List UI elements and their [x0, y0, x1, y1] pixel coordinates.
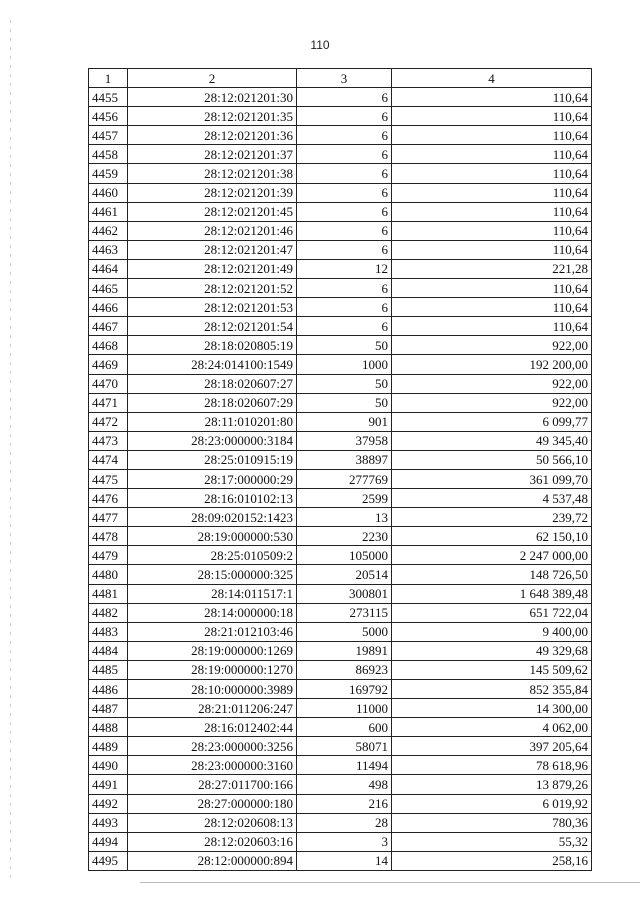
row-number-cell: 4466: [89, 298, 128, 317]
amount-cell: 110,64: [392, 88, 592, 107]
cadastral-number-cell: 28:19:000000:1269: [128, 641, 297, 660]
amount-cell: 49 345,40: [392, 431, 592, 450]
cadastral-number-cell: 28:12:021201:38: [128, 164, 297, 183]
area-cell: 50: [297, 393, 392, 412]
area-cell: 37958: [297, 431, 392, 450]
scan-margin-artifact: [10, 20, 11, 880]
table-row: [89, 298, 592, 317]
area-cell: 901: [297, 412, 392, 431]
row-number-cell: 4477: [89, 508, 128, 527]
area-cell: 3: [297, 832, 392, 851]
amount-cell: 110,64: [392, 202, 592, 221]
cadastral-number-cell: 28:10:000000:3989: [128, 680, 297, 699]
table-row: [89, 660, 592, 679]
table-row: [89, 88, 592, 107]
area-cell: 6: [297, 240, 392, 259]
table-row: [89, 489, 592, 508]
amount-cell: 110,64: [392, 240, 592, 259]
amount-cell: 397 205,64: [392, 737, 592, 756]
column-header-1: 1: [89, 69, 128, 88]
area-cell: 6: [297, 317, 392, 336]
area-cell: 216: [297, 794, 392, 813]
amount-cell: 221,28: [392, 259, 592, 278]
area-cell: 14: [297, 851, 392, 870]
amount-cell: 110,64: [392, 298, 592, 317]
row-number-cell: 4457: [89, 126, 128, 145]
cadastral-number-cell: 28:12:021201:53: [128, 298, 297, 317]
area-cell: 2230: [297, 527, 392, 546]
row-number-cell: 4487: [89, 699, 128, 718]
area-cell: 6: [297, 88, 392, 107]
row-number-cell: 4462: [89, 221, 128, 240]
area-cell: 11494: [297, 756, 392, 775]
table-row: [89, 221, 592, 240]
table-row: [89, 794, 592, 813]
table-row: [89, 450, 592, 469]
cadastral-number-cell: 28:12:000000:894: [128, 851, 297, 870]
area-cell: 169792: [297, 680, 392, 699]
row-number-cell: 4471: [89, 393, 128, 412]
cadastral-number-cell: 28:12:021201:52: [128, 279, 297, 298]
table-body: [89, 88, 592, 871]
table-row: [89, 603, 592, 622]
column-header-4: 4: [392, 69, 592, 88]
table-row: [89, 279, 592, 298]
area-cell: 20514: [297, 565, 392, 584]
amount-cell: 258,16: [392, 851, 592, 870]
table-row: [89, 164, 592, 183]
amount-cell: 50 566,10: [392, 450, 592, 469]
area-cell: 600: [297, 718, 392, 737]
table-row: [89, 737, 592, 756]
cadastral-number-cell: 28:17:000000:29: [128, 469, 297, 488]
cadastral-number-cell: 28:12:021201:37: [128, 145, 297, 164]
row-number-cell: 4467: [89, 317, 128, 336]
row-number-cell: 4482: [89, 603, 128, 622]
amount-cell: 110,64: [392, 107, 592, 126]
area-cell: 58071: [297, 737, 392, 756]
row-number-cell: 4486: [89, 680, 128, 699]
cadastral-number-cell: 28:12:021201:45: [128, 202, 297, 221]
row-number-cell: 4488: [89, 718, 128, 737]
row-number-cell: 4460: [89, 183, 128, 202]
area-cell: 5000: [297, 622, 392, 641]
row-number-cell: 4473: [89, 431, 128, 450]
table-row: [89, 508, 592, 527]
row-number-cell: 4461: [89, 202, 128, 221]
amount-cell: 110,64: [392, 221, 592, 240]
amount-cell: 78 618,96: [392, 756, 592, 775]
amount-cell: 192 200,00: [392, 355, 592, 374]
table-row: [89, 336, 592, 355]
area-cell: 498: [297, 775, 392, 794]
area-cell: 300801: [297, 584, 392, 603]
table-row: [89, 775, 592, 794]
area-cell: 38897: [297, 450, 392, 469]
cadastral-number-cell: 28:27:011700:166: [128, 775, 297, 794]
amount-cell: 922,00: [392, 393, 592, 412]
cadastral-number-cell: 28:21:011206:247: [128, 699, 297, 718]
row-number-cell: 4469: [89, 355, 128, 374]
cadastral-number-cell: 28:12:020608:13: [128, 813, 297, 832]
area-cell: 105000: [297, 546, 392, 565]
area-cell: 86923: [297, 660, 392, 679]
cadastral-number-cell: 28:19:000000:1270: [128, 660, 297, 679]
area-cell: 6: [297, 164, 392, 183]
row-number-cell: 4476: [89, 489, 128, 508]
cadastral-number-cell: 28:18:020607:29: [128, 393, 297, 412]
cadastral-number-cell: 28:18:020805:19: [128, 336, 297, 355]
row-number-cell: 4459: [89, 164, 128, 183]
cadastral-number-cell: 28:18:020607:27: [128, 374, 297, 393]
cadastral-number-cell: 28:14:000000:18: [128, 603, 297, 622]
row-number-cell: 4483: [89, 622, 128, 641]
area-cell: 6: [297, 107, 392, 126]
table-row: [89, 699, 592, 718]
amount-cell: 9 400,00: [392, 622, 592, 641]
table-row: [89, 813, 592, 832]
registry-table: [88, 68, 592, 871]
amount-cell: 14 300,00: [392, 699, 592, 718]
cadastral-number-cell: 28:16:010102:13: [128, 489, 297, 508]
cadastral-number-cell: 28:23:000000:3184: [128, 431, 297, 450]
row-number-cell: 4494: [89, 832, 128, 851]
table-row: [89, 183, 592, 202]
amount-cell: 651 722,04: [392, 603, 592, 622]
table-row: [89, 355, 592, 374]
cadastral-number-cell: 28:27:000000:180: [128, 794, 297, 813]
amount-cell: 49 329,68: [392, 641, 592, 660]
row-number-cell: 4463: [89, 240, 128, 259]
table-row: [89, 202, 592, 221]
area-cell: 50: [297, 336, 392, 355]
amount-cell: 110,64: [392, 126, 592, 145]
row-number-cell: 4490: [89, 756, 128, 775]
cadastral-number-cell: 28:12:021201:35: [128, 107, 297, 126]
column-header-3: 3: [297, 69, 392, 88]
row-number-cell: 4479: [89, 546, 128, 565]
row-number-cell: 4465: [89, 279, 128, 298]
table-row: [89, 431, 592, 450]
amount-cell: 1 648 389,48: [392, 584, 592, 603]
amount-cell: 110,64: [392, 317, 592, 336]
amount-cell: 6 099,77: [392, 412, 592, 431]
row-number-cell: 4458: [89, 145, 128, 164]
page-number: 110: [310, 38, 330, 52]
cadastral-number-cell: 28:15:000000:325: [128, 565, 297, 584]
table-row: [89, 240, 592, 259]
cadastral-number-cell: 28:16:012402:44: [128, 718, 297, 737]
area-cell: 19891: [297, 641, 392, 660]
column-header-2: 2: [128, 69, 297, 88]
table-row: [89, 393, 592, 412]
cadastral-number-cell: 28:09:020152:1423: [128, 508, 297, 527]
table-row: [89, 756, 592, 775]
amount-cell: 852 355,84: [392, 680, 592, 699]
cadastral-number-cell: 28:23:000000:3160: [128, 756, 297, 775]
row-number-cell: 4478: [89, 527, 128, 546]
amount-cell: 110,64: [392, 145, 592, 164]
table-row: [89, 317, 592, 336]
row-number-cell: 4484: [89, 641, 128, 660]
cadastral-number-cell: 28:12:021201:30: [128, 88, 297, 107]
amount-cell: 145 509,62: [392, 660, 592, 679]
area-cell: 6: [297, 298, 392, 317]
area-cell: 6: [297, 202, 392, 221]
cadastral-number-cell: 28:25:010509:2: [128, 546, 297, 565]
area-cell: 6: [297, 183, 392, 202]
cadastral-number-cell: 28:19:000000:530: [128, 527, 297, 546]
table-row: [89, 565, 592, 584]
row-number-cell: 4489: [89, 737, 128, 756]
amount-cell: 780,36: [392, 813, 592, 832]
amount-cell: 110,64: [392, 279, 592, 298]
row-number-cell: 4470: [89, 374, 128, 393]
cadastral-number-cell: 28:12:021201:54: [128, 317, 297, 336]
amount-cell: 148 726,50: [392, 565, 592, 584]
table-row: [89, 622, 592, 641]
cadastral-number-cell: 28:21:012103:46: [128, 622, 297, 641]
table-row: [89, 259, 592, 278]
row-number-cell: 4474: [89, 450, 128, 469]
table-row: [89, 851, 592, 870]
cadastral-number-cell: 28:11:010201:80: [128, 412, 297, 431]
amount-cell: 361 099,70: [392, 469, 592, 488]
cadastral-number-cell: 28:12:021201:36: [128, 126, 297, 145]
table-row: [89, 832, 592, 851]
table-header: [89, 69, 592, 88]
table-row: [89, 680, 592, 699]
table-row: [89, 469, 592, 488]
row-number-cell: 4455: [89, 88, 128, 107]
table-row: [89, 412, 592, 431]
row-number-cell: 4464: [89, 259, 128, 278]
area-cell: 6: [297, 145, 392, 164]
amount-cell: 2 247 000,00: [392, 546, 592, 565]
area-cell: 6: [297, 221, 392, 240]
amount-cell: 922,00: [392, 336, 592, 355]
area-cell: 1000: [297, 355, 392, 374]
row-number-cell: 4456: [89, 107, 128, 126]
cadastral-number-cell: 28:25:010915:19: [128, 450, 297, 469]
cadastral-number-cell: 28:12:021201:49: [128, 259, 297, 278]
row-number-cell: 4495: [89, 851, 128, 870]
amount-cell: 239,72: [392, 508, 592, 527]
row-number-cell: 4468: [89, 336, 128, 355]
amount-cell: 110,64: [392, 164, 592, 183]
row-number-cell: 4481: [89, 584, 128, 603]
area-cell: 28: [297, 813, 392, 832]
area-cell: 273115: [297, 603, 392, 622]
table-row: [89, 374, 592, 393]
table-row: [89, 641, 592, 660]
amount-cell: 62 150,10: [392, 527, 592, 546]
header-row: [89, 69, 592, 88]
amount-cell: 6 019,92: [392, 794, 592, 813]
bottom-scan-line: [140, 882, 640, 883]
area-cell: 11000: [297, 699, 392, 718]
amount-cell: 55,32: [392, 832, 592, 851]
area-cell: 277769: [297, 469, 392, 488]
cadastral-number-cell: 28:12:021201:46: [128, 221, 297, 240]
cadastral-number-cell: 28:14:011517:1: [128, 584, 297, 603]
cadastral-number-cell: 28:12:021201:47: [128, 240, 297, 259]
row-number-cell: 4472: [89, 412, 128, 431]
amount-cell: 4 537,48: [392, 489, 592, 508]
area-cell: 13: [297, 508, 392, 527]
table-row: [89, 107, 592, 126]
row-number-cell: 4485: [89, 660, 128, 679]
cadastral-number-cell: 28:12:021201:39: [128, 183, 297, 202]
area-cell: 2599: [297, 489, 392, 508]
table-row: [89, 584, 592, 603]
row-number-cell: 4493: [89, 813, 128, 832]
cadastral-number-cell: 28:12:020603:16: [128, 832, 297, 851]
table-row: [89, 718, 592, 737]
table-row: [89, 527, 592, 546]
table-row: [89, 126, 592, 145]
cadastral-number-cell: 28:23:000000:3256: [128, 737, 297, 756]
area-cell: 6: [297, 126, 392, 145]
row-number-cell: 4491: [89, 775, 128, 794]
amount-cell: 922,00: [392, 374, 592, 393]
area-cell: 6: [297, 279, 392, 298]
row-number-cell: 4492: [89, 794, 128, 813]
row-number-cell: 4475: [89, 469, 128, 488]
area-cell: 12: [297, 259, 392, 278]
table-row: [89, 145, 592, 164]
amount-cell: 13 879,26: [392, 775, 592, 794]
row-number-cell: 4480: [89, 565, 128, 584]
amount-cell: 110,64: [392, 183, 592, 202]
table-row: [89, 546, 592, 565]
amount-cell: 4 062,00: [392, 718, 592, 737]
area-cell: 50: [297, 374, 392, 393]
cadastral-number-cell: 28:24:014100:1549: [128, 355, 297, 374]
